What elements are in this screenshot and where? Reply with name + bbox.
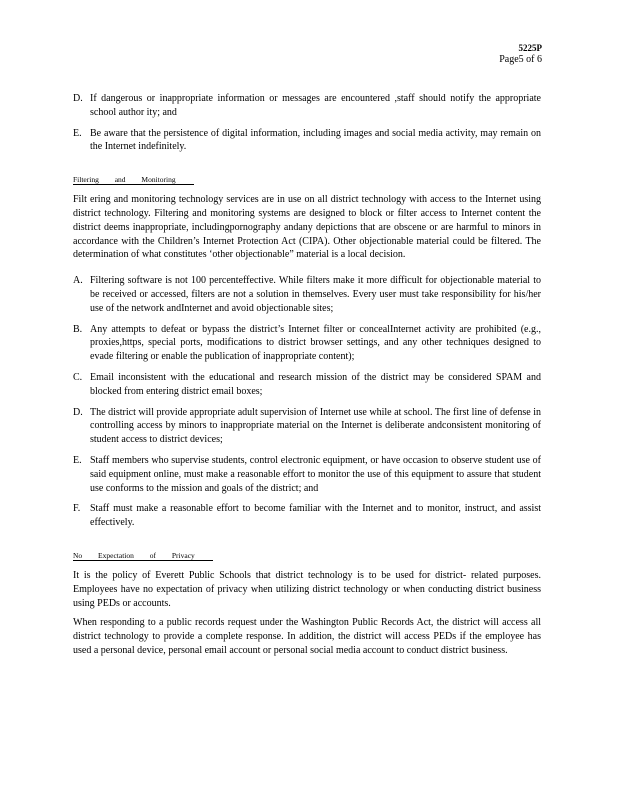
item-text: If dangerous or inappropriate information or messages are encountered ,staff should notify the appropriate school author ity; and xyxy=(90,93,541,118)
page-number: Page5 of 6 xyxy=(499,54,542,65)
item-text: Staff must make a reasonable effort to become familiar with the Internet and to monitor, instruct, and assist effectively. xyxy=(90,503,541,529)
item-letter: F. xyxy=(73,503,81,515)
item-text: The district will provide appropriate adult supervision of Internet use while at school. The first line of defense in controlling access by minors to inappropriate material on the Internet is deliberate andconsistent monitoring of student access to district devices; xyxy=(90,406,541,446)
section-heading-filtering: Filtering and Monitoring xyxy=(73,175,194,185)
item-letter: C. xyxy=(73,371,83,383)
section-heading-privacy: No Expectation of Privacy xyxy=(73,551,213,561)
list-item xyxy=(73,502,541,530)
page-content xyxy=(73,92,541,664)
item-text: Any attempts to defeat or bypass the district’s Internet filter or concealInternet activity are prohibited (e.g., proxies,https, special ports, modifications to district browser settings, and any other techniques designed to evade filtering or enable the publication of inappropriate content); xyxy=(90,323,541,363)
item-letter: B. xyxy=(73,323,83,335)
item-text: Email inconsistent with the educational and research mission of the district may be considered SPAM and blocked from entering district email boxes; xyxy=(90,371,541,397)
page-header xyxy=(499,42,542,66)
list-item xyxy=(73,406,541,447)
item-letter: D. xyxy=(73,406,83,418)
item-letter: E. xyxy=(73,454,82,466)
list-item xyxy=(73,274,541,315)
item-letter: D. xyxy=(73,93,83,104)
privacy-paragraph: When responding to a public records request under the Washington Public Records Act, the district will access all district technology to provide a complete response. In addition, the district will access PEDs if the employee has used a personal device, personal email account or personal social media account to conduct district business. xyxy=(73,617,541,656)
item-letter: E. xyxy=(73,127,82,139)
item-text: Be aware that the persistence of digital information, including images and social media activity, may remain on the Internet indefinitely. xyxy=(90,127,541,153)
privacy-paragraph: It is the policy of Everett Public Schools that district technology is to be used for district- related purposes. Employees have no expectation of privacy when utilizing district technology or when conducting district business using PEDs or accounts. xyxy=(73,569,541,609)
item-text: Staff members who supervise students, control electronic equipment, or have occasion to observe student use of said equipment online, must make a reasonable effort to monitor the use of this equipment to assure that student use conforms to the mission and goals of the district; and xyxy=(90,454,541,494)
item-letter: A. xyxy=(73,275,83,287)
list-item xyxy=(73,92,541,120)
list-item xyxy=(73,454,541,495)
policy-code: 5225P xyxy=(518,43,542,53)
list-item xyxy=(73,371,541,399)
item-text: Filtering software is not 100 percenteffective. While filters make it more difficult for objectionable material to be received or accessed, filters are not a solution in themselves. Every user must take responsibility for his/her use of the network andInternet and avoid objectionable sites; xyxy=(90,275,541,314)
list-item xyxy=(73,127,541,155)
list-item xyxy=(73,323,541,364)
filtering-intro: Filt ering and monitoring technology services are in use on all district technology with access to the Internet using district technology. Filtering and monitoring systems are designed to block or filter access to Internet content the district deems inappropriate, includingpornography andany depictions that are obscene or are harmful to minors in accordance with the Children’s Internet Protection Act (CIPA). Other objectionable material could be filtered. The determination of what constitutes ‘other objectionable” material is a local decision. xyxy=(73,194,541,261)
